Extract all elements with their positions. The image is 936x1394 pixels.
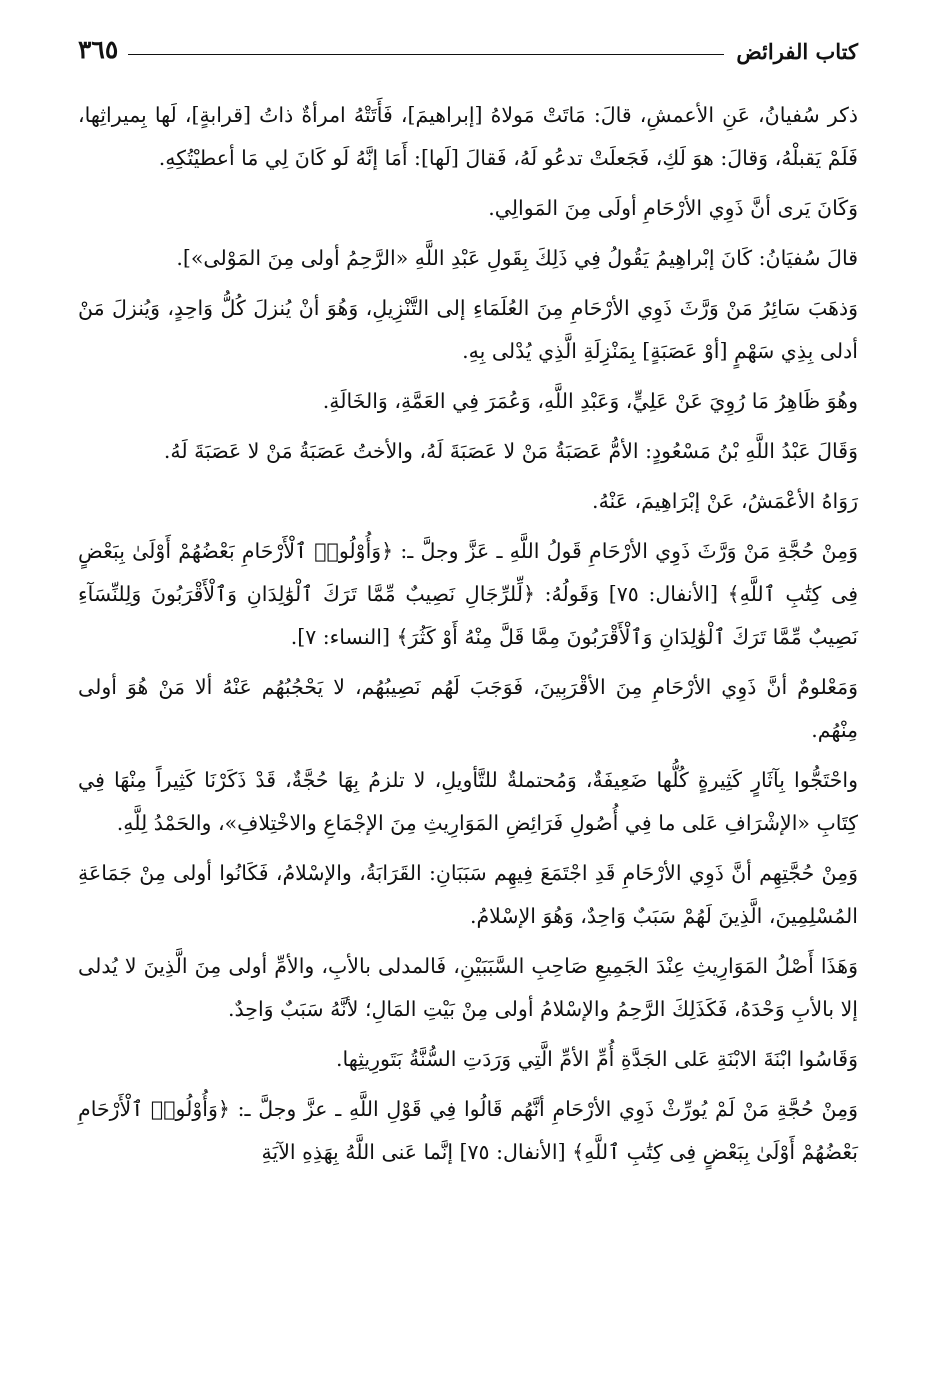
paragraph: وَمِنْ حُجَّتِهِم أنَّ ذَوِي الأرْحَامِ قَدِ اجْتَمَعَ فِيهِم سَبَبَانِ: القَرَابَةُ، والإسْلامُ، فَكَانُوا أولى مِنْ جَمَاعَةِ المُسْلِمِينَ، الَّذِينَ لَهُمْ سَبَبٌ وَاحِدٌ، وَهُوَ الإسْلامُ.	[78, 861, 858, 928]
paragraph: وَمِنْ حُجَّةِ مَنْ وَرَّثَ ذَوِي الأرْحَامِ قَولُ اللَّهِ ـ عَزَّ وجلَّ ـ: ﴿وَأُوْلُوا۟ ٱلْأَرْحَامِ بَعْضُهُمْ أَوْلَىٰ بِبَعْضٍ فِى كِتَٰبِ ٱللَّهِ﴾ [الأنفال: ٧٥] وَقَولُهُ: ﴿لِّلرِّجَالِ نَصِيبٌ مِّمَّا تَرَكَ ٱلْوَٰلِدَانِ وَٱلْأَقْرَبُونَ وَلِلنِّسَآءِ نَصِيبٌ مِّمَّا تَرَكَ ٱلْوَٰلِدَانِ وَٱلْأَقْرَبُونَ مِمَّا قَلَّ مِنْهُ أَوْ كَثُرَ﴾ [النساء: ٧].	[78, 539, 858, 649]
paragraph: وهُوَ ظَاهِرُ مَا رُوِيَ عَنْ عَلِيٍّ، وَعَبْدِ اللَّهِ، وَعُمَرَ فِي العَمَّةِ، وَالخَالَةِ.	[322, 389, 858, 413]
paragraph: وَقَاسُوا ابْنَةَ الابْنَةِ عَلى الجَدَّةِ أُمِّ الأمِّ الَّتِي وَرَدَتِ السُّنَّةُ بَتَورِيثِها.	[336, 1047, 858, 1071]
paragraph: وَكَانَ يَرى أنَّ ذَوِي الأرْحَامِ أولَى مِنَ المَوالِي.	[488, 196, 858, 220]
paragraph: وَمِنْ حُجَّةِ مَنْ لَمْ يُورِّثْ ذَوِي الأرْحَامِ أنَّهُم قَالُوا فِي قَوْلِ اللَّهِ ـ عزَّ وجلَّ ـ: ﴿وَأُوْلُوا۟ ٱلْأَرْحَامِ بَعْضُهُمْ أَوْلَىٰ بِبَعْضٍ فِى كِتَٰبِ ٱللَّهِ﴾ [الأنفال: ٧٥] إنَّما عَنى اللَّهُ بِهَذِهِ الآيَةِ	[78, 1097, 858, 1164]
header-rule	[128, 54, 724, 55]
page-header	[78, 18, 858, 64]
paragraph: وَقَالَ عَبْدُ اللَّهِ بْنُ مَسْعُودٍ: الأمُّ عَصَبَةُ مَنْ لا عَصَبَةَ لَهُ، والأختُ عَصَبَةُ مَنْ لا عَصَبَةَ لَهُ.	[163, 439, 858, 463]
paragraph: قالَ سُفيَانُ: كَانَ إبْراهِيمُ يَقُولُ فِي ذَلِكَ بِقَولِ عَبْدِ اللَّهِ «الرَّحِمُ أولى مِنَ المَوْلى»].	[176, 246, 858, 270]
main-text	[78, 94, 858, 1174]
running-title: كتاب الفرائض	[736, 39, 858, 64]
paragraph: ذكر سُفيانُ، عَنِ الأعمشِ، قالَ: مَاتَتْ مَولاهُ [إبراهيمَ]، فَأَتَتْهُ امرأةٌ ذاتُ [قرابةٍ]، لَها بِميراثِها، فَلَمْ يَقبلْهُ، وَقالَ: هوَ لَكِ، فَجَعلَتْ تدعُو لَهُ، فَقالَ [لَها]: أَمَا إنَّهُ لَو كَانَ لِي مَا أعطيْتُكِهِ.	[78, 103, 858, 170]
paragraph: رَوَاهُ الأعْمَشُ، عَنْ إبْرَاهِيمَ، عَنْهُ.	[592, 489, 858, 513]
paragraph: وَهَذَا أَصْلُ المَوَارِيثِ عِنْدَ الجَمِيعِ صَاحِبِ السَّبَبَيْنِ، فَالمدلى بالأبِ، والأمِّ أولى مِنَ الَّذِينَ لا يُدلى إلا بالأبِ وَحْدَهُ، فَكَذَلِكَ الرَّحِمُ والإسْلامُ أولى مِنْ بَيْتِ المَالِ؛ لأنَّهُ سَبَبٌ وَاحِدٌ.	[78, 954, 858, 1021]
page-number: ٣٦٥	[78, 35, 119, 64]
paragraph: واحْتَجُّوا بِآثَارٍ كَثِيرةٍ كُلُّها ضَعِيفَةٌ، وَمُحتملةٌ للتَّأويلِ، لا تلزمُ بِهَا حُجَّةٌ، قَدْ ذَكَرْنَا كَثِيراً مِنْهَا فِي كِتَابِ «الإشْرَافِ عَلى ما فِي أُصُولِ فَرَائِضِ المَوَارِيثِ مِنَ الإجْمَاعِ والاخْتِلافِ»، والحَمْدُ لِلَّهِ.	[78, 768, 858, 835]
paragraph: وَمَعْلومٌ أنَّ ذَوِي الأرْحَامِ مِنَ الأقْرَبِينَ، فَوَجَبَ لَهُم نَصِيبُهُم، لا يَحْجُبُهُم عَنْهُ ألا مَنْ هُوَ أولى مِنْهُم.	[78, 675, 858, 742]
paragraph: وَذهَبَ سَائِرُ مَنْ وَرَّثَ ذَوِي الأرْحَامِ مِنَ العُلَمَاءِ إلى التَّنْزِيلِ، وَهُوَ أنْ يُنزلَ كُلُّ وَاحِدٍ، وَيُنزلَ مَنْ أدلى بِذِي سَهْمٍ [أوْ عَصَبَةٍ] بِمَنْزِلَةِ الَّذِي يُدْلى بِهِ.	[78, 296, 858, 363]
